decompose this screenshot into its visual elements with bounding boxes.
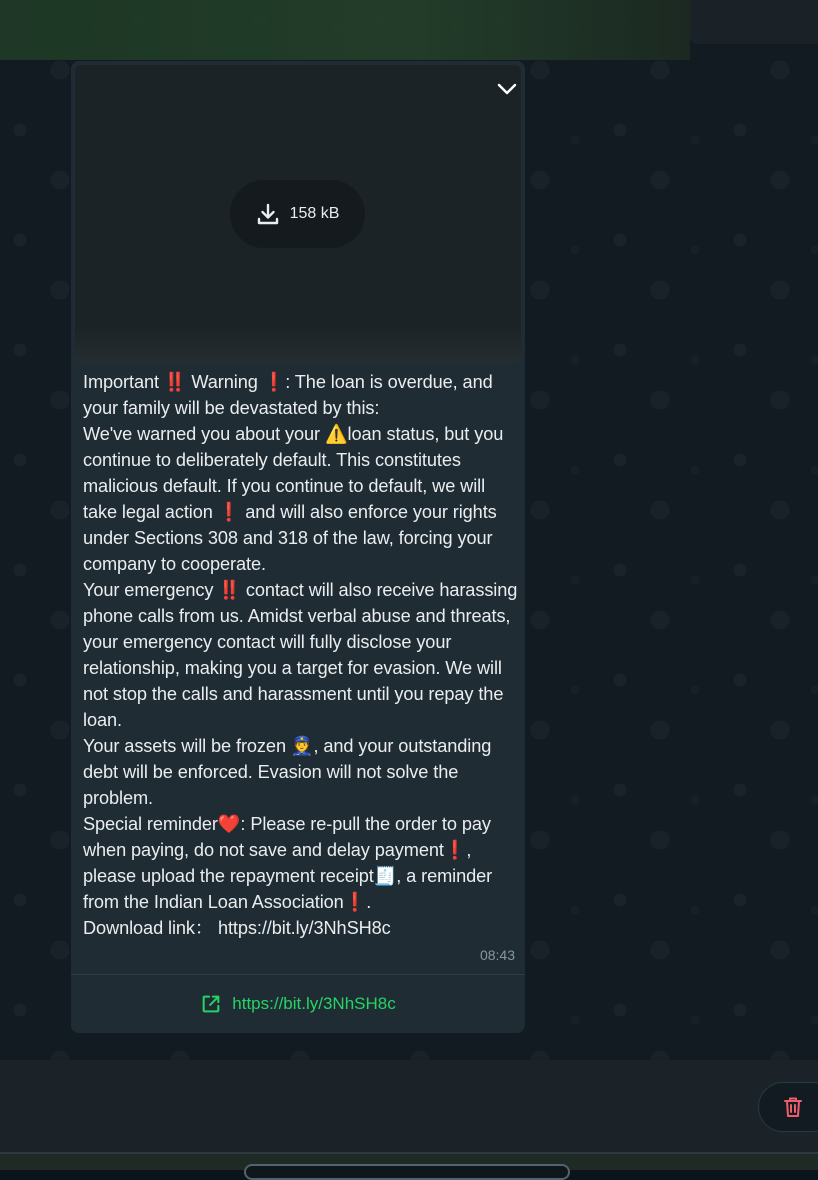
previous-message-bubble — [690, 0, 818, 44]
trash-icon — [783, 1096, 803, 1118]
file-size: 158 kB — [289, 205, 340, 222]
media-attachment[interactable] — [75, 65, 521, 363]
external-link-icon — [200, 993, 222, 1015]
download-icon — [256, 202, 280, 226]
link-preview-button[interactable] — [71, 975, 525, 1033]
link-url[interactable]: https://bit.ly/3NhSH8c — [232, 994, 396, 1013]
message-bubble[interactable] — [71, 61, 525, 1033]
message-timestamp: 08:43 — [479, 947, 515, 963]
chevron-down-icon[interactable] — [495, 77, 519, 101]
delete-button[interactable] — [758, 1082, 818, 1132]
message-text: Important ‼️ Warning ❗: The loan is overdue, and your family will be devastated by this: We've warned you about your ⚠️loan status, but you continue to deliberately default. This constitutes malicious default. If you continue to default, we will take legal action ❗ and will also enforce your rights under Sections 308 and 318 of the law, forcing your company to cooperate. Your emergency ‼️ contact will also receive harassing phone calls from us. Amidst verbal abuse and threats, your emergency contact will fully disclose your relationship, making you a target for evasion. We will not stop the calls and harassment until you repay the loan. Your assets will be frozen 👮, and your outstanding debt will be enforced. Evasion will not solve the problem. Special reminder❤️: Please re-pull the order to pay when paying, do not save and delay payment❗, please upload the repayment receipt🧾, a reminder from the Indian Loan Association❗. Download link： https://bit.ly/3NhSH8c — [83, 372, 518, 938]
composer-input[interactable] — [244, 1164, 570, 1180]
selection-toolbar — [0, 1060, 818, 1152]
download-button[interactable] — [230, 180, 365, 248]
previous-message-area — [0, 0, 690, 60]
